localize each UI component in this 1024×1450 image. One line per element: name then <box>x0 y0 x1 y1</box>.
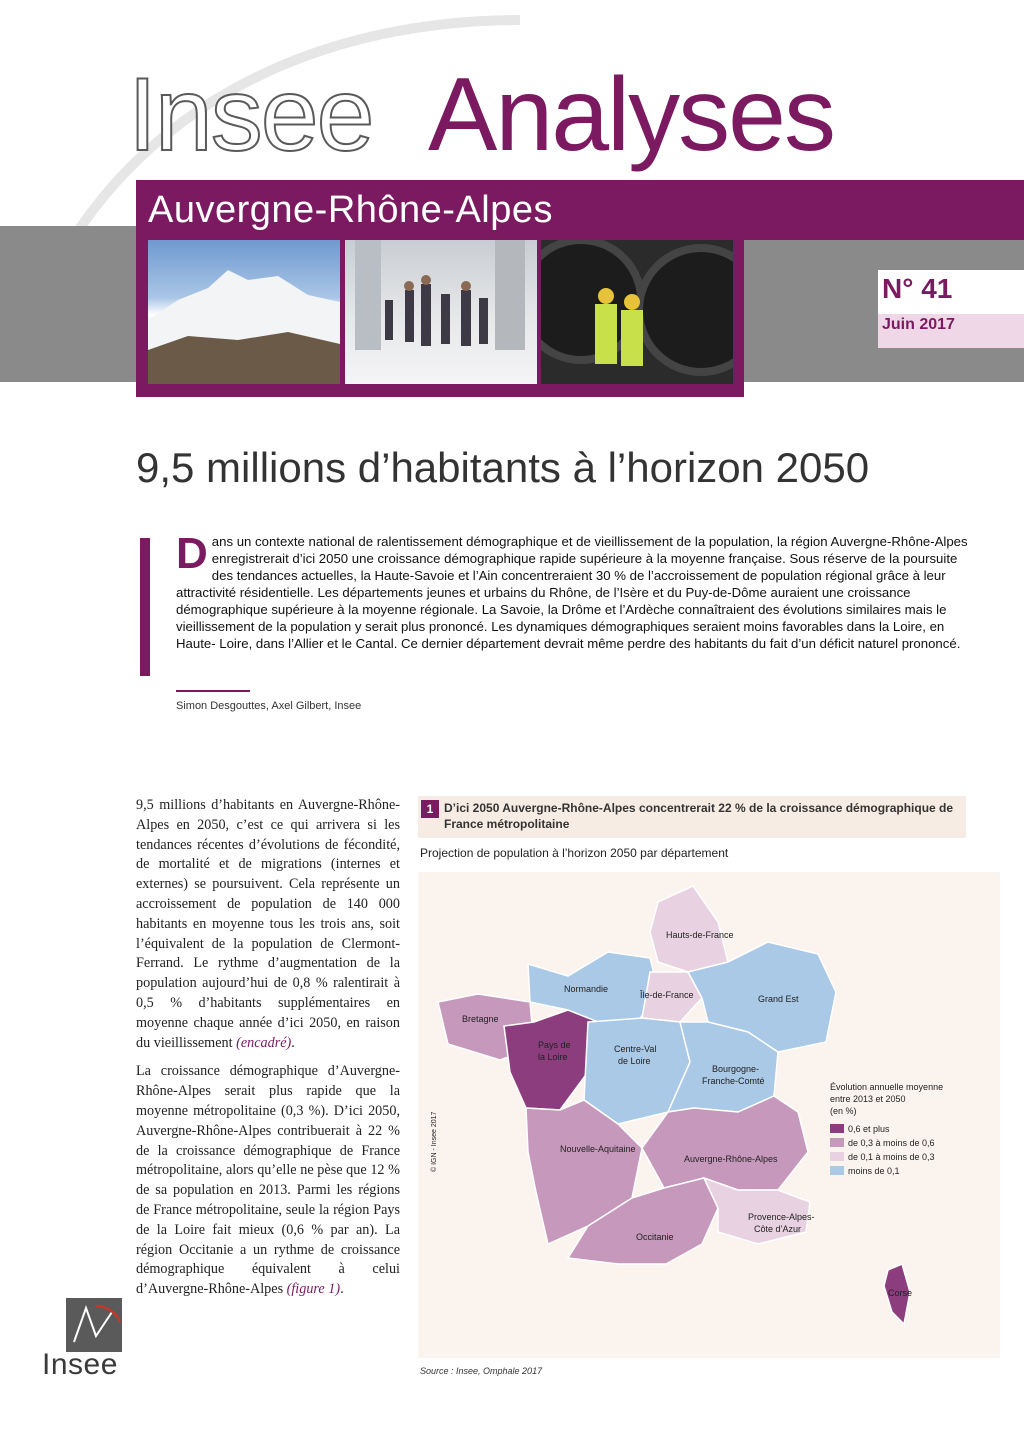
issue-number: N° 41 <box>882 273 953 304</box>
body-paragraph-2-end: . <box>340 1281 344 1298</box>
body-paragraph-1-end: . <box>291 1034 295 1051</box>
body-column <box>136 796 400 1309</box>
france-map <box>418 872 1000 1358</box>
body-paragraph-1-text: 9,5 millions d’habitants en Auvergne-Rhône-Alpes en 2050, c’est ce qui arrivera si les tendances récentes d’évolutions de fécondité, de mortalité et de migrations (internes et externes) se poursuivent. Cela représente un accroissement de population de 140 000 habitants en moyenne tous les trois ans, soit l’équivalent de la population de Clermont-Ferrand. Le rythme d’augmentation de la population aujourd’hui de 0,8 % ralentirait à 0,5 % d’habitants supplémentaires en moyenne chaque année d’ici 2050, en raison du vieillissement <box>136 797 400 1051</box>
figure-number: 1 <box>421 800 439 818</box>
label-ile-de-france: Île-de-France <box>640 990 694 1000</box>
map-legend <box>830 1082 943 1176</box>
region-name: Auvergne-Rhône-Alpes <box>148 189 554 231</box>
legend-swatch-1 <box>830 1138 844 1147</box>
legend-swatch-0 <box>830 1124 844 1133</box>
label-normandie: Normandie <box>564 984 609 994</box>
figure-subtitle: Projection de population à l’horizon 2050 par département <box>420 846 729 860</box>
intro-abstract <box>176 529 968 652</box>
label-auvergne-rhone-alpes: Auvergne-Rhône-Alpes <box>684 1154 778 1164</box>
label-bourgogne-1: Bourgogne- <box>712 1064 760 1074</box>
figure-1-link[interactable]: (figure 1) <box>286 1281 341 1298</box>
body-paragraph-2-text: La croissance démographique d’Auvergne-Rhône-Alpes serait plus rapide que la moyenne métropolitaine (0,3 %). D’ici 2050, Auvergne-Rhône-Alpes contribuerait à 22 % de la croissance démographique de France métropolitaine, alors qu’elle ne pèse que 12 % de sa population en 2013. Parmi les régions de France métropolitaine, seule la région Pays de la Loire fait mieux (0,6 % par an). La région Occitanie a un rythme de croissance démographique équivalent à celui d’Auvergne-Rhône-Alpes <box>136 1063 400 1298</box>
author-rule <box>176 690 250 692</box>
region-hauts-de-france <box>650 886 728 972</box>
page-title: 9,5 millions d’habitants à l’horizon 2050 <box>136 444 870 491</box>
body-paragraph-1 <box>136 796 400 1053</box>
legend-title-line-1: Évolution annuelle moyenne <box>830 1082 944 1092</box>
insee-logo-text: Insee <box>42 1348 118 1381</box>
label-paca-2: Côte d’Azur <box>754 1224 802 1234</box>
label-occitanie: Occitanie <box>636 1232 674 1242</box>
legend-title-line-3: (en %) <box>830 1106 857 1116</box>
intro-text: ans un contexte national de ralentissement démographique et de vieillissement de la population, la région Auvergne-Rhône-Alpes enregistrerait d’ici 2050 une croissance démographique rapide supérieure à la moyenne française. Sous réserve de la poursuite des tendances actuelles, la Haute-Savoie et l’Ain concentreraient 30 % de l’accroissement de population régional grâce à leur attractivité résidentielle. Les départements jeunes et urbains du Rhône, de l’Isère et du Puy-de-Dôme auraient une croissance démographique supérieure à la moyenne régionale. La Savoie, la Drôme et l’Ardèche connaîtraient des évolutions similaires mais le vieillissement de la population y serait plus prononcé. Les dynamiques démographiques seraient moins favorables dans la Loire, en Haute- Loire, dans l’Allier et le Cantal. Ce dernier département devrait même perdre des habitants du fait d’un déficit naturel prononcé. <box>176 534 968 651</box>
label-bourgogne-2: Franche-Comté <box>702 1076 765 1086</box>
body-paragraph-2 <box>136 1062 400 1300</box>
legend-label-2: de 0,1 à moins de 0,3 <box>848 1152 935 1162</box>
legend-label-1: de 0,3 à moins de 0,6 <box>848 1138 935 1148</box>
issue-date: Juin 2017 <box>882 316 955 333</box>
label-bretagne: Bretagne <box>462 1014 499 1024</box>
legend-title-line-2: entre 2013 et 2050 <box>830 1094 906 1104</box>
legend-label-0: 0,6 et plus <box>848 1124 890 1134</box>
legend-swatch-3 <box>830 1166 844 1175</box>
authors: Simon Desgouttes, Axel Gilbert, Insee <box>176 700 362 712</box>
brand-insee-wordmark: Insee <box>128 57 373 173</box>
students-photo <box>345 240 537 384</box>
map-copyright: © IGN - Insee 2017 <box>431 1111 438 1172</box>
tires-workers-photo <box>541 240 733 384</box>
label-pays-de-la-loire-1: Pays de <box>538 1040 571 1050</box>
encadre-link[interactable]: (encadré) <box>236 1034 292 1051</box>
label-hauts-de-france: Hauts-de-France <box>666 930 734 940</box>
mountain-photo <box>148 240 340 384</box>
label-centre-2: de Loire <box>618 1056 651 1066</box>
label-grand-est: Grand Est <box>758 994 799 1004</box>
figure-source: Source : Insee, Omphale 2017 <box>420 1366 543 1376</box>
legend-label-3: moins de 0,1 <box>848 1166 900 1176</box>
label-corse: Corse <box>888 1288 913 1298</box>
brand-analyses-wordmark: Analyses <box>428 57 834 173</box>
intro-dropcap: D <box>176 529 208 578</box>
figure-title: D’ici 2050 Auvergne-Rhône-Alpes concentrerait 22 % de la croissance démographique de France métropolitaine <box>444 801 954 831</box>
intro-accent-bar <box>140 538 150 676</box>
label-nouvelle-aquitaine: Nouvelle-Aquitaine <box>560 1144 636 1154</box>
label-paca-1: Provence-Alpes- <box>748 1212 815 1222</box>
insee-logo-mark <box>66 1298 122 1352</box>
label-pays-de-la-loire-2: la Loire <box>538 1052 568 1062</box>
label-centre-1: Centre-Val <box>614 1044 657 1054</box>
legend-swatch-2 <box>830 1152 844 1161</box>
